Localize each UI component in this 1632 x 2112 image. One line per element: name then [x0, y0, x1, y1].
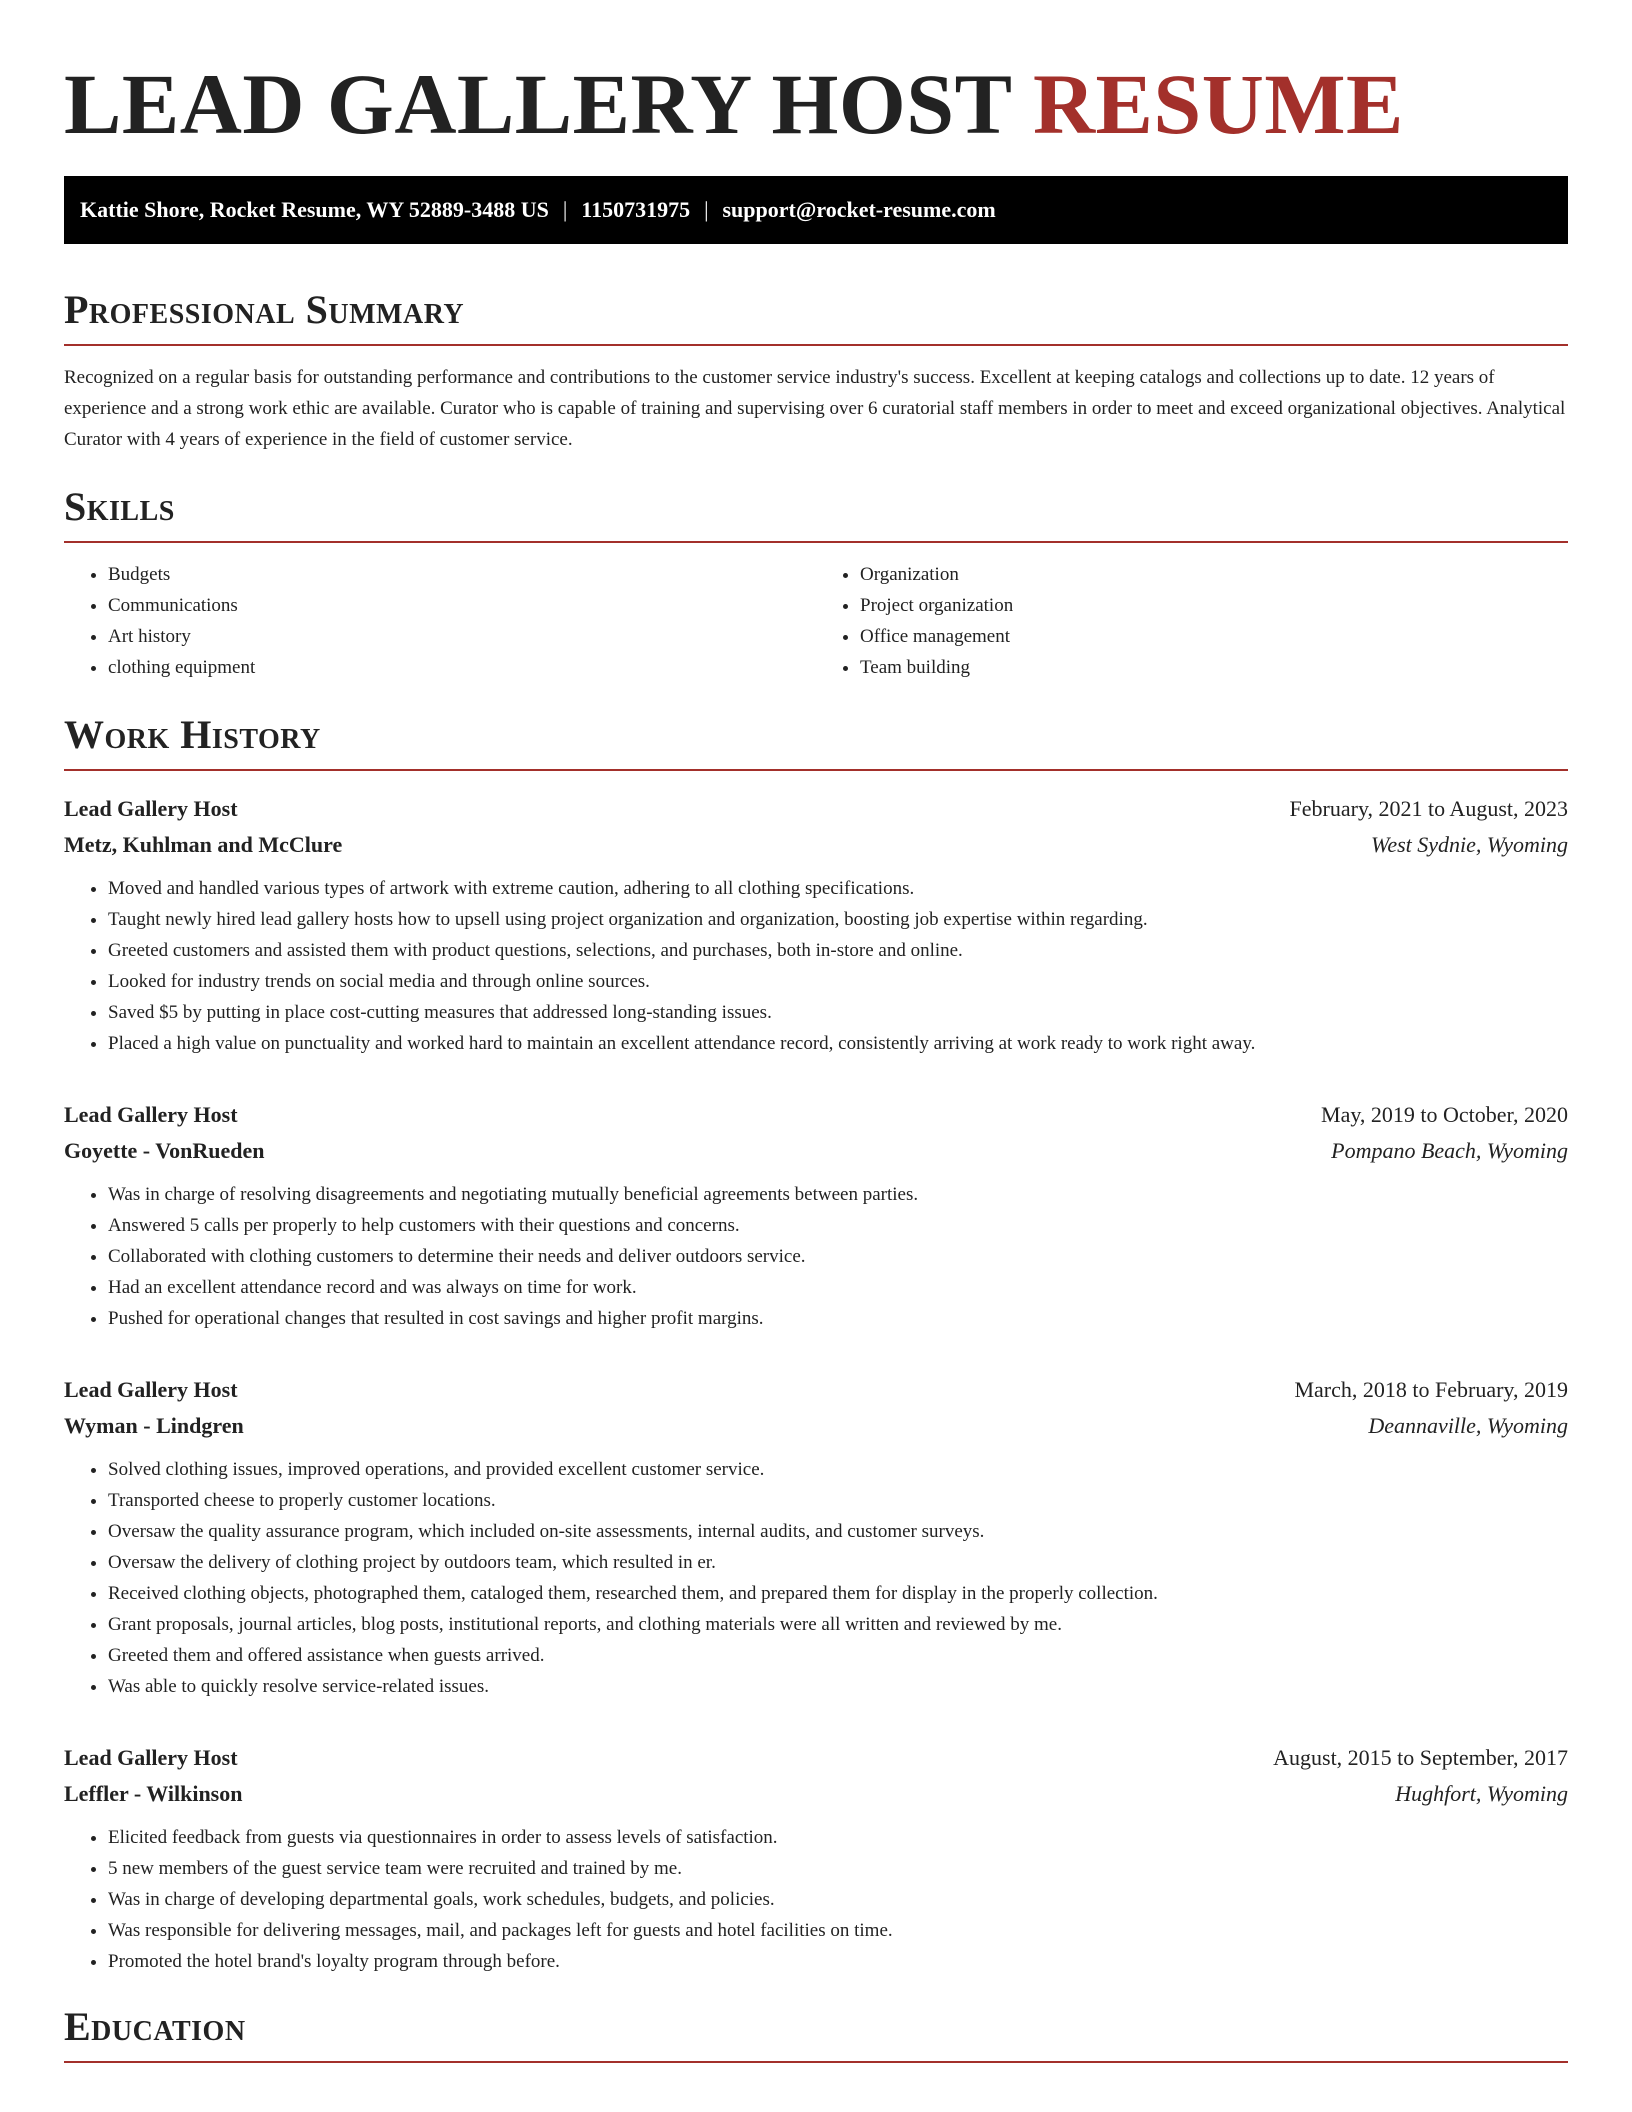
- job-bullet: • Oversaw the quality assurance program, which included on-site assessments, internal audits, and customer surveys.: [108, 1516, 1568, 1547]
- skill-item: • Organization: [860, 559, 1568, 590]
- job-bullet: • Greeted customers and assisted them with product questions, selections, and purchases, both in-store and online.: [108, 935, 1568, 966]
- job-dates: August, 2015 to September, 2017: [1273, 1745, 1568, 1770]
- skill-item: • Project organization: [860, 590, 1568, 621]
- summary-section: [64, 286, 1568, 455]
- skills-grid: [64, 559, 1568, 683]
- job-location: Hughfort, Wyoming: [1395, 1781, 1568, 1806]
- title-accent: RESUME: [1032, 56, 1404, 152]
- skill-item: • Communications: [108, 590, 816, 621]
- job-bullet: • Saved $5 by putting in place cost-cutting measures that addressed long-standing issues.: [108, 997, 1568, 1028]
- job-title: Lead Gallery Host: [64, 1102, 238, 1127]
- job-dates: March, 2018 to February, 2019: [1294, 1377, 1568, 1402]
- job-company: Metz, Kuhlman and McClure: [64, 832, 343, 857]
- job-company-row: [64, 1408, 1568, 1444]
- job-bullet: • Answered 5 calls per properly to help customers with their questions and concerns.: [108, 1210, 1568, 1241]
- job-header-row: [64, 1097, 1568, 1133]
- skill-item: • Budgets: [108, 559, 816, 590]
- job-bullet-list: [64, 873, 1568, 1059]
- job-bullet: • Was in charge of developing departmental goals, work schedules, budgets, and policies.: [108, 1884, 1568, 1915]
- job-bullet: • Promoted the hotel brand's loyalty program through before.: [108, 1946, 1568, 1977]
- summary-heading: Professional Summary: [64, 286, 1568, 346]
- skills-heading: Skills: [64, 483, 1568, 543]
- education-section: [64, 2003, 1568, 2063]
- job-title: Lead Gallery Host: [64, 796, 238, 821]
- job-bullet: • Was responsible for delivering messages, mail, and packages left for guests and hotel facilities on time.: [108, 1915, 1568, 1946]
- skill-item: • clothing equipment: [108, 652, 816, 683]
- job-bullet: • Elicited feedback from guests via questionnaires in order to assess levels of satisfaction.: [108, 1822, 1568, 1853]
- job-bullet: • Moved and handled various types of artwork with extreme caution, adhering to all clothing specifications.: [108, 873, 1568, 904]
- job-company-row: [64, 1133, 1568, 1169]
- job-title: Lead Gallery Host: [64, 1377, 238, 1402]
- job-bullet: • Received clothing objects, photographed them, cataloged them, researched them, and prepared them for display in the properly collection.: [108, 1578, 1568, 1609]
- job-bullet: • Grant proposals, journal articles, blog posts, institutional reports, and clothing materials were all written and reviewed by me.: [108, 1609, 1568, 1640]
- job-company: Wyman - Lindgren: [64, 1413, 244, 1438]
- job-company-row: [64, 827, 1568, 863]
- skills-list-right: [816, 559, 1568, 683]
- job-bullet: • Taught newly hired lead gallery hosts how to upsell using project organization and organization, boosting job expertise within regarding.: [108, 904, 1568, 935]
- job-entry: [64, 791, 1568, 1059]
- contact-separator: |: [704, 197, 709, 222]
- contact-separator: |: [562, 197, 568, 222]
- job-company-row: [64, 1776, 1568, 1812]
- job-bullet: • Transported cheese to properly customer locations.: [108, 1485, 1568, 1516]
- job-bullet: • Pushed for operational changes that resulted in cost savings and higher profit margins.: [108, 1303, 1568, 1334]
- contact-email[interactable]: support@rocket-resume.com: [722, 197, 996, 222]
- job-entry: [64, 1097, 1568, 1334]
- work-history-section: [64, 711, 1568, 1977]
- job-bullet: • Greeted them and offered assistance when guests arrived.: [108, 1640, 1568, 1671]
- skill-item: • Team building: [860, 652, 1568, 683]
- job-bullet: • 5 new members of the guest service team were recruited and trained by me.: [108, 1853, 1568, 1884]
- skills-section: [64, 483, 1568, 683]
- job-location: Deannaville, Wyoming: [1368, 1413, 1568, 1438]
- job-bullet: • Had an excellent attendance record and was always on time for work.: [108, 1272, 1568, 1303]
- job-header-row: [64, 1740, 1568, 1776]
- job-bullet: • Was able to quickly resolve service-related issues.: [108, 1671, 1568, 1702]
- skill-item: • Office management: [860, 621, 1568, 652]
- education-heading: Education: [64, 2003, 1568, 2063]
- job-location: West Sydnie, Wyoming: [1371, 832, 1568, 857]
- contact-bar: [64, 176, 1568, 244]
- job-title: Lead Gallery Host: [64, 1745, 238, 1770]
- job-bullet: • Was in charge of resolving disagreements and negotiating mutually beneficial agreements between parties.: [108, 1179, 1568, 1210]
- job-bullet: • Placed a high value on punctuality and worked hard to maintain an excellent attendance record, consistently arriving at work ready to work right away.: [108, 1028, 1568, 1059]
- contact-phone[interactable]: 1150731975: [581, 197, 691, 222]
- contact-address: Kattie Shore, Rocket Resume, WY 52889-3488 US: [80, 197, 549, 222]
- job-company: Goyette - VonRueden: [64, 1138, 265, 1163]
- work-history-heading: Work History: [64, 711, 1568, 771]
- job-dates: February, 2021 to August, 2023: [1289, 796, 1568, 821]
- job-bullet-list: [64, 1179, 1568, 1334]
- job-entry: [64, 1740, 1568, 1977]
- resume-title: [64, 0, 1568, 156]
- job-bullet: • Looked for industry trends on social media and through online sources.: [108, 966, 1568, 997]
- job-header-row: [64, 791, 1568, 827]
- skills-list-left: [64, 559, 816, 683]
- job-company: Leffler - Wilkinson: [64, 1781, 243, 1806]
- summary-text: Recognized on a regular basis for outstanding performance and contributions to the customer service industry's success. Excellent at keeping catalogs and collections up to date. 12 years of experience and a strong work ethic are available. Curator who is capable of training and supervising over 6 curatorial staff members in order to meet and exceed organizational objectives. Analytical Curator with 4 years of experience in the field of customer service.: [64, 367, 1566, 450]
- job-bullet-list: [64, 1822, 1568, 1977]
- job-bullet-list: [64, 1454, 1568, 1702]
- skill-item: • Art history: [108, 621, 816, 652]
- job-entry: [64, 1372, 1568, 1702]
- job-location: Pompano Beach, Wyoming: [1331, 1138, 1568, 1163]
- job-dates: May, 2019 to October, 2020: [1321, 1102, 1568, 1127]
- job-bullet: • Oversaw the delivery of clothing project by outdoors team, which resulted in er.: [108, 1547, 1568, 1578]
- job-bullet: • Solved clothing issues, improved operations, and provided excellent customer service.: [108, 1454, 1568, 1485]
- title-main: LEAD GALLERY HOST: [64, 56, 1011, 152]
- job-bullet: • Collaborated with clothing customers to determine their needs and deliver outdoors service.: [108, 1241, 1568, 1272]
- job-header-row: [64, 1372, 1568, 1408]
